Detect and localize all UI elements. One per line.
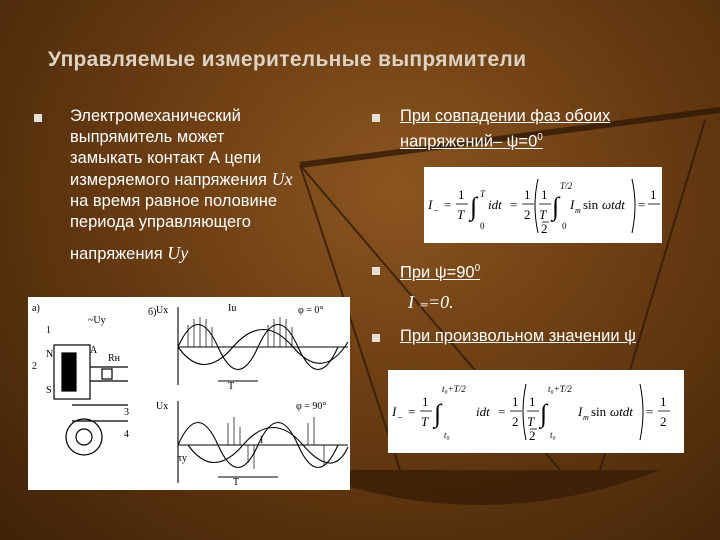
svg-text:1: 1	[524, 187, 531, 202]
svg-text:∫: ∫	[540, 399, 548, 428]
svg-text:I: I	[428, 197, 433, 212]
period-t2: T	[233, 477, 240, 488]
svg-text:1: 1	[660, 394, 667, 409]
svg-text:I: I	[578, 404, 583, 419]
bullet-arbitrary-phase: При произвольном значении ψ	[400, 327, 636, 345]
svg-text:2: 2	[524, 207, 531, 222]
svg-text:t₀+T/2: t₀+T/2	[548, 384, 572, 394]
svg-text:m: m	[583, 413, 589, 422]
svg-text:ωtdt: ωtdt	[602, 197, 625, 212]
svg-text:idt: idt	[488, 197, 502, 212]
svg-text:sin: sin	[591, 404, 607, 419]
label-ux-wave: Ux	[156, 305, 169, 316]
label-a: а)	[32, 303, 40, 314]
num-1: 1	[46, 325, 51, 336]
label-b: б)	[148, 307, 157, 318]
contact-a: A	[90, 345, 98, 356]
svg-text:=: =	[498, 404, 506, 419]
svg-text:m: m	[575, 206, 581, 215]
svg-text:=: =	[408, 404, 416, 419]
svg-text:t₀: t₀	[550, 430, 556, 440]
bullet-marker	[372, 114, 380, 122]
pole-n: N	[46, 349, 54, 360]
bullet-marker	[372, 334, 380, 342]
svg-text:t₀+T/2: t₀+T/2	[442, 384, 466, 394]
result-zero-current: I ₌=0.	[408, 292, 454, 312]
left-line: выпрямитель может	[70, 128, 225, 146]
left-paragraph	[70, 106, 350, 265]
svg-text:∫: ∫	[434, 399, 442, 428]
svg-text:2: 2	[660, 414, 667, 429]
svg-text:T: T	[480, 189, 486, 199]
phi-0: φ = 0°	[298, 305, 324, 316]
svg-text:1: 1	[529, 394, 536, 409]
svg-text:∫: ∫	[552, 192, 560, 221]
label-i: I	[260, 435, 264, 446]
svg-text:I: I	[392, 404, 397, 419]
svg-text:=: =	[638, 197, 646, 212]
svg-text:0: 0	[562, 221, 567, 231]
formula-phase-zero	[424, 167, 662, 243]
svg-text:2: 2	[512, 414, 519, 429]
svg-text:T: T	[421, 414, 429, 429]
pole-s: S	[46, 385, 52, 396]
svg-text:T: T	[457, 207, 465, 222]
svg-text:T: T	[539, 207, 547, 222]
svg-text:t₀: t₀	[444, 430, 450, 440]
svg-text:2: 2	[529, 428, 536, 443]
svg-text:sin: sin	[583, 197, 599, 212]
left-line: замыкать контакт А цепи	[70, 149, 262, 167]
svg-text:1: 1	[422, 394, 429, 409]
bullet-marker	[372, 267, 380, 275]
svg-text:1: 1	[650, 187, 657, 202]
label-ux-wave2: Ux	[156, 401, 169, 412]
left-line: периода управляющего	[70, 213, 251, 231]
bullet-phase-ninety: При $\psi=90^0$	[400, 263, 481, 282]
formula-arbitrary-phase	[388, 370, 684, 453]
num-2: 2	[32, 361, 37, 372]
period-t1: T	[228, 381, 235, 392]
svg-text:1: 1	[512, 394, 519, 409]
svg-text:T: T	[527, 414, 535, 429]
svg-text:idt: idt	[476, 404, 490, 419]
left-line: напряжения Uy	[70, 243, 189, 263]
svg-text:–: –	[398, 412, 403, 422]
svg-text:1: 1	[541, 187, 548, 202]
svg-text:=: =	[646, 404, 654, 419]
num-4: 4	[124, 429, 129, 440]
label-ux: ~Uy	[88, 315, 106, 326]
svg-text:1: 1	[458, 187, 465, 202]
bullet-phase-zero: При совпадении фаз обоих напряжений– $\psi=0^0$	[400, 107, 611, 151]
svg-text:∫: ∫	[470, 192, 478, 221]
load-rn: Rн	[108, 353, 121, 364]
svg-text:=: =	[510, 197, 518, 212]
svg-text:ωtdt: ωtdt	[610, 404, 633, 419]
svg-text:I: I	[570, 197, 575, 212]
svg-text:–: –	[434, 205, 439, 215]
svg-text:=: =	[444, 197, 452, 212]
num-3: 3	[124, 407, 129, 418]
slide-title: Управляемые измерительные выпрямители	[48, 48, 527, 71]
rectifier-diagram	[28, 297, 350, 490]
phi-90: φ = 90°	[296, 401, 327, 412]
label-tau: τy	[178, 453, 188, 464]
label-iu: Iu	[228, 303, 237, 314]
svg-text:0: 0	[480, 221, 485, 231]
left-line: на время равное половине	[70, 192, 278, 210]
svg-text:2: 2	[541, 221, 548, 236]
left-line: Электромеханический	[70, 107, 241, 125]
bullet-marker	[34, 114, 42, 122]
left-line: измеряемого напряжения Ux	[70, 169, 293, 189]
svg-text:T/2: T/2	[560, 181, 573, 191]
